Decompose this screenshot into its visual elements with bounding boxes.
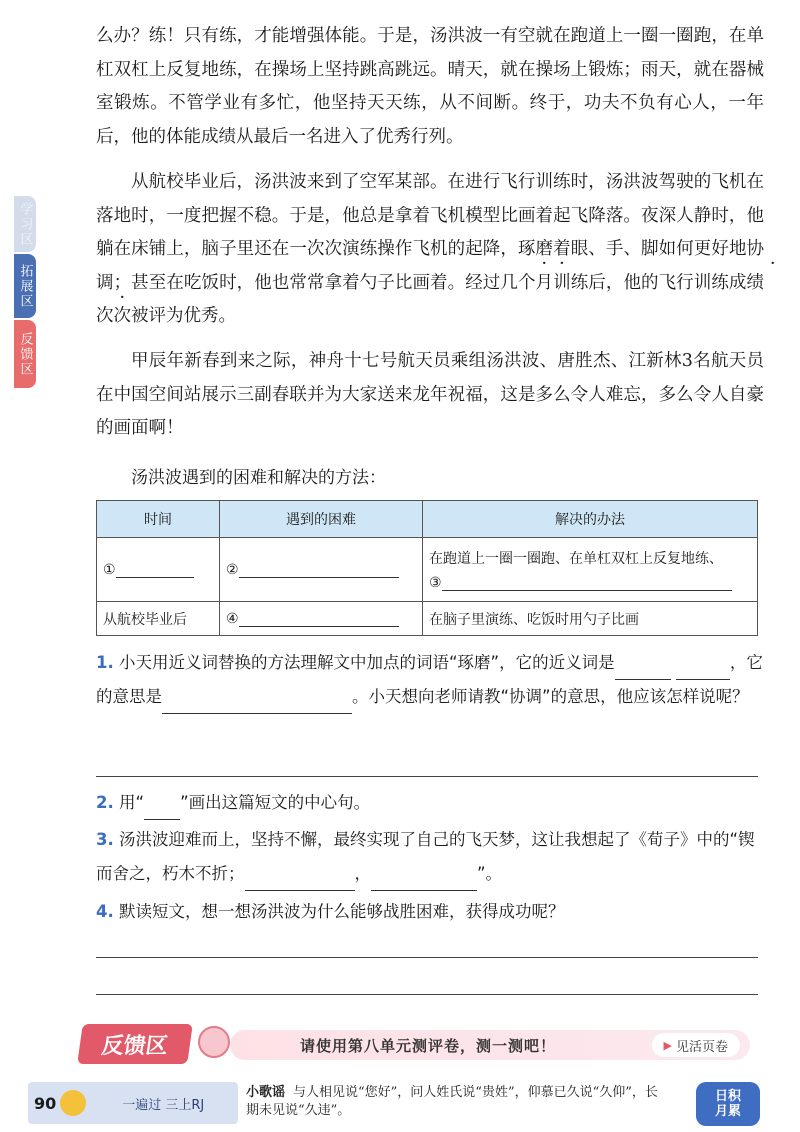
- page-footer: [0, 1080, 800, 1132]
- answer-line-q4-2[interactable]: [96, 994, 758, 995]
- dotted-word-xietiao: 协调: [96, 239, 765, 293]
- header-time: 时间: [97, 501, 220, 538]
- footer-song: [246, 1084, 666, 1120]
- cell-difficulty-2[interactable]: ④: [220, 602, 423, 636]
- header-solution: 解决的办法: [423, 501, 758, 538]
- song-text: 与人相见说“您好”，问人姓氏说“贵姓”，仰慕已久说“久仰”，长期未见说“久违”。: [246, 1085, 658, 1118]
- passage-paragraph-3: [96, 345, 764, 446]
- side-tabs: [14, 196, 36, 390]
- daily-accumulate-badge: 日积 月累: [696, 1082, 760, 1126]
- answer-blank-2[interactable]: [239, 561, 399, 578]
- header-difficulty: 遇到的困难: [220, 501, 423, 538]
- feedback-title: 反馈区: [77, 1024, 193, 1064]
- q3-blank-a[interactable]: [245, 874, 355, 891]
- question-1-number: 1.: [96, 653, 114, 672]
- answer-blank-4[interactable]: [239, 610, 399, 627]
- question-3-number: 3.: [96, 830, 114, 849]
- table-row: [97, 602, 758, 636]
- tab-expansion-zone[interactable]: 拓展区: [14, 254, 36, 318]
- feedback-strip: [230, 1030, 750, 1060]
- cell-difficulty-1[interactable]: ②: [220, 538, 423, 602]
- play-triangle-icon: ▶: [663, 1038, 672, 1052]
- question-3: 3. 汤洪波迎难而上，坚持不懈，最终实现了自己的飞天梦，这让我想起了《荀子》中的“锲而舍之，朽木不折； ， ”。: [96, 823, 764, 891]
- passage-p3-text: 甲辰年新春到来之际，神舟十七号航天员乘组汤洪波、唐胜杰、江新林3名航天员在中国空间站展示三副春联并为大家送来龙年祝福，这是多么令人难忘，多么令人自豪的画面啊！: [96, 351, 764, 438]
- song-label: 小歌谣: [246, 1085, 286, 1100]
- q2-underline-sample: [144, 803, 180, 820]
- feedback-text: 请使用第八单元测评卷，测一测吧！: [300, 1037, 557, 1055]
- footer-left: [28, 1082, 238, 1124]
- answer-blank-1[interactable]: [116, 561, 194, 578]
- table-intro: 汤洪波遇到的困难和解决的方法：: [131, 468, 386, 488]
- tab-learning-zone[interactable]: 学习区: [14, 196, 36, 252]
- passage-paragraph-1: [96, 20, 764, 154]
- question-1: 1. 小天用近义词替换的方法理解文中加点的词语“琢磨”，它的近义词是 ，它的意思是 。小天想向老师请教“协调”的意思，他应该怎样说呢？: [96, 646, 764, 714]
- question-2-number: 2.: [96, 793, 114, 812]
- mascot-icon: [198, 1026, 230, 1058]
- cell-solution-2: 在脑子里演练、吃饭时用勺子比画: [423, 602, 758, 636]
- q1-blank-meaning[interactable]: [162, 697, 352, 714]
- answer-line-q4-1[interactable]: [96, 957, 758, 958]
- difficulty-table: [96, 500, 758, 636]
- see-loose-leaf-label: 见活页卷: [675, 1039, 728, 1055]
- q1-blank-synonym-a[interactable]: [615, 663, 671, 680]
- see-loose-leaf-button[interactable]: [652, 1033, 740, 1057]
- cell-solution-1[interactable]: 在跑道上一圈一圈跑、在单杠双杠上反复地练、 ③: [423, 538, 758, 602]
- q1-blank-synonym-b[interactable]: [676, 663, 730, 680]
- question-4-number: 4.: [96, 902, 114, 921]
- passage-p1-text: 么办？练！只有练，才能增强体能。于是，汤洪波一有空就在跑道上一圈一圈跑，在单杠双杠上反复地练，在操场上坚持跳高跳远。晴天，就在操场上锻炼；雨天，就在器械室锻炼。不管学业有多忙，他坚持天天练，从不间断。终于，功夫不负有心人，一年后，他的体能成绩从最后一名进入了优秀行列。: [96, 26, 764, 147]
- series-name: 一遍过 三上RJ: [122, 1097, 205, 1113]
- answer-blank-3[interactable]: [442, 574, 732, 591]
- page-number: 90: [34, 1093, 57, 1113]
- question-2: 2. 用“ ”画出这篇短文的中心句。: [96, 786, 764, 820]
- dotted-word-zhuomo: 琢磨: [517, 239, 554, 259]
- star-mascot-icon: [60, 1090, 86, 1116]
- passage-p2-text: 从航校毕业后，汤洪波来到了空军某部。在进行飞行训练时，汤洪波驾驶的飞机在落地时，一度把握不稳。于是，他总是拿着飞机模型比画着起飞降落。夜深人静时，他躺在床铺上，脑子里还在一次次演练操作飞机的起降，琢磨着眼、手、脚如何更好地协调；甚至在吃饭时，他也常常拿着勺子比画着。经过几个月训练后，他的飞行训练成绩次次被评为优秀。: [96, 172, 765, 326]
- table-header-row: [97, 501, 758, 538]
- question-4: 4. 默读短文，想一想汤洪波为什么能够战胜困难，获得成功呢？: [96, 902, 565, 921]
- answer-line-q1[interactable]: [96, 776, 758, 777]
- q3-blank-b[interactable]: [371, 874, 477, 891]
- cell-time-1[interactable]: ①: [97, 538, 220, 602]
- feedback-bar: [80, 1024, 752, 1064]
- table-row: [97, 538, 758, 602]
- cell-time-2: 从航校毕业后: [97, 602, 220, 636]
- tab-feedback-zone[interactable]: 反馈区: [14, 320, 36, 388]
- passage-paragraph-2: [96, 166, 764, 334]
